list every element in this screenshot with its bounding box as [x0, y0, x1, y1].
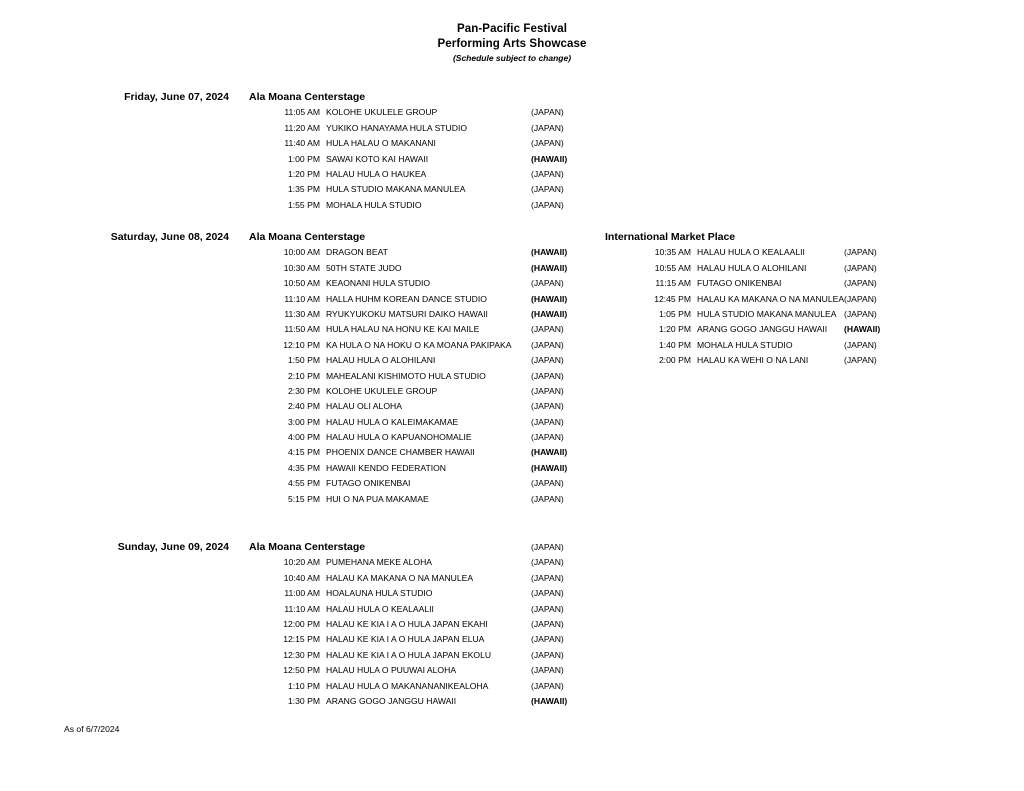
- act-row: [249, 399, 589, 414]
- act-time: 10:20 AM: [283, 557, 320, 568]
- act-row: [249, 198, 589, 213]
- act-name: HALAU HULA O KALEIMAKAMAE: [326, 416, 459, 427]
- act-row: [249, 555, 589, 570]
- day-date-label: Friday, June 07, 2024: [124, 91, 229, 103]
- act-region-tag: (JAPAN): [531, 634, 564, 645]
- act-time: 4:15 PM: [287, 447, 320, 458]
- act-region-tag: (JAPAN): [531, 588, 564, 599]
- act-name: RYUKYUKOKU MATSURI DAIKO HAWAII: [326, 308, 488, 319]
- act-time: 2:00 PM: [658, 355, 691, 366]
- festival-title: Pan-Pacific Festival: [456, 23, 568, 35]
- act-row: [605, 245, 905, 260]
- venue-column: [249, 230, 589, 507]
- act-row: [249, 663, 589, 678]
- act-row: [249, 571, 589, 586]
- act-time: 11:50 AM: [284, 324, 320, 335]
- act-name: HALAU KA WEHI O NA LANI: [697, 355, 809, 366]
- act-name: HALAU KE KIA I A O HULA JAPAN EKOLU: [326, 649, 492, 660]
- act-time: 1:30 PM: [287, 695, 320, 706]
- act-time: 11:00 AM: [284, 588, 320, 599]
- act-row: [605, 338, 905, 353]
- act-time: 11:05 AM: [284, 107, 320, 118]
- act-region-tag: (JAPAN): [531, 107, 564, 118]
- act-row: [605, 353, 905, 368]
- act-name: HOALAUNA HULA STUDIO: [326, 588, 433, 599]
- act-time: 12:50 PM: [283, 665, 320, 676]
- act-name: HALAU HULA O MAKANANANIKEALOHA: [326, 680, 489, 691]
- act-row: [249, 476, 589, 491]
- act-region-tag: (JAPAN): [531, 339, 564, 350]
- act-region-tag: (JAPAN): [531, 324, 564, 335]
- act-region-tag: (JAPAN): [531, 618, 564, 629]
- act-row: [249, 648, 589, 663]
- act-row: [249, 369, 589, 384]
- act-row: [249, 430, 589, 445]
- act-row: [249, 105, 589, 120]
- act-row: [249, 322, 589, 337]
- act-row: [249, 261, 589, 276]
- document-header: [0, 22, 1024, 65]
- act-name: MOHALA HULA STUDIO: [697, 339, 793, 350]
- act-region-tag: (JAPAN): [531, 401, 564, 412]
- act-time: 10:35 AM: [654, 247, 691, 258]
- act-name: SAWAI KOTO KAI HAWAII: [326, 153, 429, 164]
- act-time: 1:55 PM: [287, 199, 320, 210]
- act-row: [249, 136, 589, 151]
- act-region-tag: (HAWAII): [531, 153, 568, 164]
- act-region-tag: (JAPAN): [531, 665, 564, 676]
- act-region-tag: (JAPAN): [531, 199, 564, 210]
- act-name: KOLOHE UKULELE GROUP: [326, 385, 438, 396]
- act-row: [249, 245, 589, 260]
- act-region-tag: (JAPAN): [531, 370, 564, 381]
- act-name: HUI O NA PUA MAKAMAE: [326, 493, 429, 504]
- act-time: 1:20 PM: [658, 324, 691, 335]
- act-time: 11:10 AM: [284, 603, 320, 614]
- act-time: 4:35 PM: [287, 462, 320, 473]
- act-row: [605, 261, 905, 276]
- act-row: [249, 679, 589, 694]
- act-name: HALAU HULA O HAUKEA: [326, 168, 427, 179]
- act-time: 2:10 PM: [287, 370, 320, 381]
- act-time: 5:15 PM: [287, 493, 320, 504]
- act-time: 12:10 PM: [283, 339, 320, 350]
- venue-name: International Market Place: [605, 231, 736, 243]
- act-list: [249, 105, 589, 213]
- act-list: [605, 245, 905, 368]
- act-row: [249, 461, 589, 476]
- act-time: 12:45 PM: [654, 293, 691, 304]
- act-row: [249, 276, 589, 291]
- venue-column: [249, 90, 589, 213]
- act-row: [249, 586, 589, 601]
- act-region-tag: (JAPAN): [844, 308, 877, 319]
- act-region-tag: (HAWAII): [531, 462, 568, 473]
- act-time: 1:35 PM: [287, 184, 320, 195]
- venue-name: Ala Moana Centerstage: [249, 231, 366, 243]
- act-region-tag: (JAPAN): [531, 355, 564, 366]
- act-row: [249, 384, 589, 399]
- act-time: 4:00 PM: [287, 432, 320, 443]
- act-name: HULA STUDIO MAKANA MANULEA: [697, 308, 837, 319]
- act-name: YUKIKO HANAYAMA HULA STUDIO: [326, 122, 468, 133]
- act-name: HALAU KA MAKANA O NA MANULEA: [326, 572, 474, 583]
- act-name: 50TH STATE JUDO: [326, 262, 402, 273]
- act-time: 12:15 PM: [283, 634, 320, 645]
- act-row: [605, 307, 905, 322]
- act-time: 2:40 PM: [287, 401, 320, 412]
- act-time: 10:00 AM: [283, 247, 320, 258]
- act-region-tag: (JAPAN): [844, 339, 877, 350]
- act-region-tag: (JAPAN): [844, 262, 877, 273]
- day-date-label: Sunday, June 09, 2024: [117, 541, 229, 553]
- act-list: [249, 245, 589, 507]
- act-region-tag: (JAPAN): [531, 432, 564, 443]
- act-time: 12:30 PM: [283, 649, 320, 660]
- act-time: 1:20 PM: [287, 168, 320, 179]
- act-name: PUMEHANA MEKE ALOHA: [326, 557, 433, 568]
- act-name: HAWAII KENDO FEDERATION: [326, 462, 447, 473]
- act-region-tag: (JAPAN): [531, 416, 564, 427]
- act-region-tag: (JAPAN): [844, 293, 877, 304]
- act-row: [249, 182, 589, 197]
- act-region-tag: (JAPAN): [844, 355, 877, 366]
- act-name: MOHALA HULA STUDIO: [326, 199, 422, 210]
- venue-header-row: [249, 230, 589, 245]
- act-time: 11:15 AM: [655, 278, 691, 289]
- venue-header-row: [249, 90, 589, 105]
- act-name: DRAGON BEAT: [326, 247, 388, 258]
- act-region-tag: (JAPAN): [531, 122, 564, 133]
- venue-header-row: [605, 230, 905, 245]
- venue-column: [605, 230, 905, 369]
- act-row: [249, 353, 589, 368]
- act-time: 10:55 AM: [654, 262, 691, 273]
- act-region-tag: (JAPAN): [531, 385, 564, 396]
- act-name: KA HULA O NA HOKU O KA MOANA PAKIPAKA: [326, 339, 512, 350]
- act-time: 11:40 AM: [284, 138, 320, 149]
- venue-header-row: [249, 540, 589, 555]
- act-row: [605, 322, 905, 337]
- act-row: [249, 338, 589, 353]
- venue-column: [249, 540, 589, 709]
- act-row: [249, 632, 589, 647]
- act-time: 1:00 PM: [287, 153, 320, 164]
- act-region-tag: (JAPAN): [844, 278, 877, 289]
- act-region-tag: (HAWAII): [531, 262, 568, 273]
- act-name: HALAU HULA O ALOHILANI: [326, 355, 436, 366]
- act-name: HALAU HULA O PUUWAI ALOHA: [326, 665, 457, 676]
- act-time: 3:00 PM: [287, 416, 320, 427]
- act-name: HULA HALAU O MAKANANI: [326, 138, 436, 149]
- act-time: 1:50 PM: [287, 355, 320, 366]
- act-name: HALAU KE KIA I A O HULA JAPAN ELUA: [326, 634, 485, 645]
- act-name: HALAU HULA O KEALAALII: [697, 247, 805, 258]
- act-name: FUTAGO ONIKENBAI: [326, 478, 411, 489]
- act-name: PHOENIX DANCE CHAMBER HAWAII: [326, 447, 475, 458]
- act-time: 10:40 AM: [283, 572, 320, 583]
- act-list: [249, 555, 589, 709]
- act-region-tag: (JAPAN): [531, 278, 564, 289]
- act-time: 11:10 AM: [284, 293, 320, 304]
- day-date-label: Saturday, June 08, 2024: [110, 231, 229, 243]
- act-region-tag: (JAPAN): [531, 603, 564, 614]
- act-row: [249, 602, 589, 617]
- act-name: HULA HALAU NA HONU KE KAI MAILE: [326, 324, 480, 335]
- act-region-tag: (JAPAN): [531, 493, 564, 504]
- act-row: [249, 492, 589, 507]
- act-row: [249, 617, 589, 632]
- act-row: [249, 445, 589, 460]
- act-region-tag: (JAPAN): [531, 478, 564, 489]
- act-region-tag: (JAPAN): [531, 680, 564, 691]
- act-name: HALAU HULA O ALOHILANI: [697, 262, 807, 273]
- act-region-tag: (HAWAII): [531, 447, 568, 458]
- act-row: [605, 292, 905, 307]
- act-row: [249, 307, 589, 322]
- act-name: ARANG GOGO JANGGU HAWAII: [326, 695, 457, 706]
- act-name: HALLA HUHM KOREAN DANCE STUDIO: [326, 293, 487, 304]
- act-name: HALAU HULA O KAPUANOHOMALIE: [326, 432, 472, 443]
- act-name: HALAU OLI ALOHA: [326, 401, 402, 412]
- act-row: [249, 152, 589, 167]
- act-row: [249, 694, 589, 709]
- act-time: 11:30 AM: [284, 308, 320, 319]
- act-region-tag: (JAPAN): [531, 138, 564, 149]
- venue-name: Ala Moana Centerstage: [249, 91, 366, 103]
- act-time: 10:50 AM: [283, 278, 320, 289]
- act-row: [249, 292, 589, 307]
- act-name: FUTAGO ONIKENBAI: [697, 278, 782, 289]
- act-region-tag: (JAPAN): [531, 557, 564, 568]
- act-region-tag: (JAPAN): [844, 247, 877, 258]
- act-time: 1:40 PM: [658, 339, 691, 350]
- act-time: 1:10 PM: [287, 680, 320, 691]
- act-region-tag: (JAPAN): [531, 649, 564, 660]
- act-name: HALAU KA MAKANA O NA MANULEA: [697, 293, 845, 304]
- as-of-date: As of 6/7/2024: [64, 724, 120, 734]
- act-row: [249, 121, 589, 136]
- act-time: 4:55 PM: [287, 478, 320, 489]
- act-name: KEAONANI HULA STUDIO: [326, 278, 431, 289]
- act-time: 2:30 PM: [287, 385, 320, 396]
- act-time: 10:30 AM: [283, 262, 320, 273]
- act-name: ARANG GOGO JANGGU HAWAII: [697, 324, 828, 335]
- act-region-tag: (JAPAN): [531, 572, 564, 583]
- act-row: [605, 276, 905, 291]
- act-region-tag: (HAWAII): [531, 695, 568, 706]
- act-region-tag: (HAWAII): [531, 293, 568, 304]
- act-name: KOLOHE UKULELE GROUP: [326, 107, 438, 118]
- act-row: [249, 415, 589, 430]
- act-region-tag: (JAPAN): [531, 168, 564, 179]
- act-row: [249, 167, 589, 182]
- act-name: MAHEALANI KISHIMOTO HULA STUDIO: [326, 370, 486, 381]
- schedule-disclaimer: (Schedule subject to change): [452, 53, 572, 63]
- act-region-tag: (HAWAII): [844, 324, 881, 335]
- venue-name: Ala Moana Centerstage: [249, 541, 366, 553]
- act-region-tag: (JAPAN): [531, 184, 564, 195]
- act-time: 12:00 PM: [283, 618, 320, 629]
- act-name: HALAU HULA O KEALAALII: [326, 603, 434, 614]
- act-region-tag: (HAWAII): [531, 308, 568, 319]
- act-name: HULA STUDIO MAKANA MANULEA: [326, 184, 466, 195]
- act-name: HALAU KE KIA I A O HULA JAPAN EKAHI: [326, 618, 488, 629]
- act-time: 1:05 PM: [658, 308, 691, 319]
- showcase-title: Performing Arts Showcase: [437, 37, 587, 50]
- venue-header-region-tag: (JAPAN): [531, 542, 564, 552]
- act-region-tag: (HAWAII): [531, 247, 568, 258]
- act-time: 11:20 AM: [284, 122, 320, 133]
